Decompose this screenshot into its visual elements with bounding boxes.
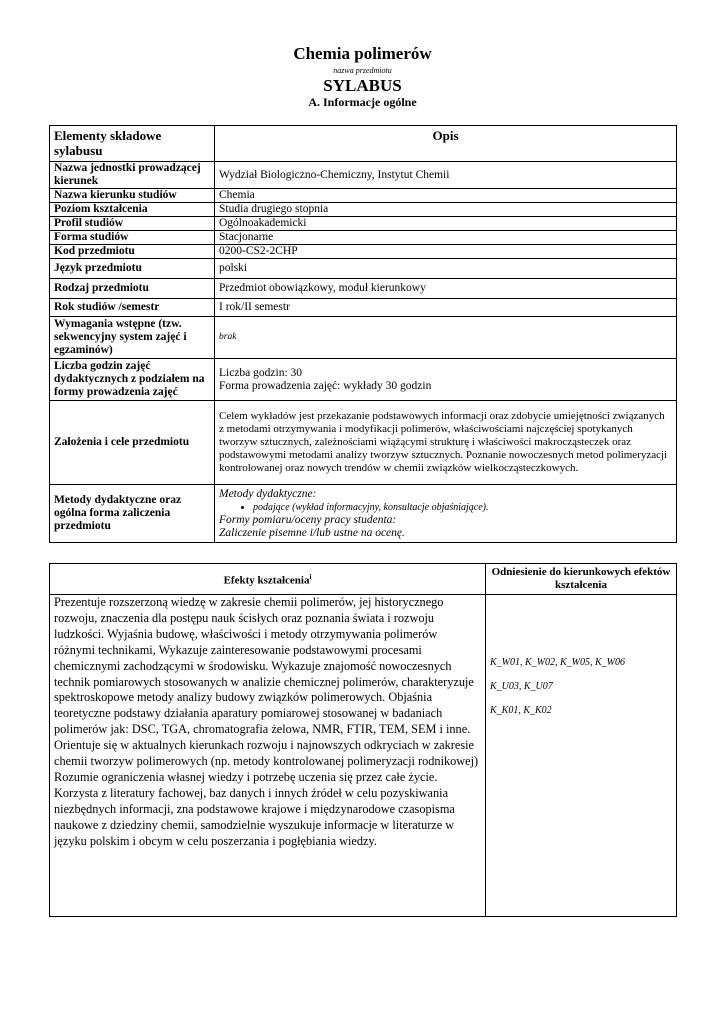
row-label: Nazwa kierunku studiów: [50, 189, 215, 203]
row-value: Celem wykładów jest przekazanie podstawowych informacji oraz zdobycie umiejętności związanych z metodami otrzymywania i modyfikacji polimerów, właściwościami najczęściej spotykanych tworzyw sztucznych, zależnościami wiążącymi strukturę i właściwości makrocząsteczek oraz podstawowymi metodami analizy tworzyw sztucznych. Poznanie nowoczesnych metod polimeryzacji kontrolowanej oraz nowych trendów w chemii związków wielkocząsteczkowych.: [215, 401, 677, 485]
class-form: Forma prowadzenia zajęć: wykłady 30 godzin: [219, 379, 432, 392]
row-value: 0200-CS2-2CHP: [215, 245, 677, 259]
learning-outcomes-table: [49, 563, 677, 917]
row-label: Nazwa jednostki prowadzącej kierunek: [50, 162, 215, 189]
row-value: I rok/II semestr: [215, 299, 677, 317]
column-header-outcomes: Efekty kształcenia$^i$: [50, 564, 486, 595]
row-label: Wymagania wstępne (tzw. sekwencyjny system zajęć i egzaminów): [50, 317, 215, 359]
hours-count: Liczba godzin: 30: [219, 366, 303, 379]
competence-codes: K_K01, K_K02: [490, 705, 552, 716]
assessment-value: Zaliczenie pisemne i/lub ustne na ocenę.: [219, 526, 405, 539]
row-label: Rok studiów /semestr: [50, 299, 215, 317]
table-row: [50, 279, 677, 299]
assessment-label: Formy pomiaru/oceny pracy studenta:: [219, 513, 397, 526]
row-value: Chemia: [215, 189, 677, 203]
table-row: [50, 401, 677, 485]
table-row: [50, 595, 677, 917]
column-header-elements: Elementy składowe sylabusu: [50, 126, 215, 162]
column-header-description: Opis: [215, 126, 677, 162]
table-row: [50, 217, 677, 231]
table-header-row: [50, 564, 677, 595]
knowledge-codes: K_W01, K_W02, K_W05, K_W06: [490, 657, 625, 668]
row-value: brak: [215, 317, 677, 359]
row-value: [215, 359, 677, 401]
general-info-table: [49, 125, 677, 543]
row-label: Liczba godzin zajęć dydaktycznych z podziałem na formy prowadzenia zajęć: [50, 359, 215, 401]
table-row: [50, 485, 677, 543]
table-row: [50, 189, 677, 203]
row-label: Język przedmiotu: [50, 259, 215, 279]
table-row: [50, 231, 677, 245]
methods-list: [219, 501, 672, 514]
row-label: Rodzaj przedmiotu: [50, 279, 215, 299]
table-row: [50, 162, 677, 189]
row-value: Przedmiot obowiązkowy, moduł kierunkowy: [215, 279, 677, 299]
row-label: Poziom kształcenia: [50, 203, 215, 217]
list-item: • podające (wykład informacyjny, konsultacje objaśniające).: [253, 501, 672, 514]
table-row: [50, 203, 677, 217]
table-row: [50, 299, 677, 317]
table-header-row: [50, 126, 677, 162]
row-label: Kod przedmiotu: [50, 245, 215, 259]
row-label: Forma studiów: [50, 231, 215, 245]
row-label: Założenia i cele przedmiotu: [50, 401, 215, 485]
table-row: [50, 359, 677, 401]
row-value: [215, 485, 677, 543]
table-row: [50, 259, 677, 279]
section-title: A. Informacje ogólne: [308, 95, 417, 109]
row-value: Studia drugiego stopnia: [215, 203, 677, 217]
methods-label: Metody dydaktyczne:: [219, 487, 317, 500]
course-title: Chemia polimerów: [293, 44, 432, 63]
course-caption: nazwa przedmiotu: [333, 66, 392, 75]
table-row: [50, 317, 677, 359]
reference-codes: [486, 595, 677, 917]
row-value: Ogólnoakademicki: [215, 217, 677, 231]
row-label: Profil studiów: [50, 217, 215, 231]
table-row: [50, 245, 677, 259]
document-title: SYLABUS: [323, 76, 402, 95]
row-value: Stacjonarne: [215, 231, 677, 245]
row-value: polski: [215, 259, 677, 279]
column-header-reference: Odniesienie do kierunkowych efektów kształcenia: [486, 564, 677, 595]
row-value: Wydział Biologiczno-Chemiczny, Instytut Chemii: [215, 162, 677, 189]
skill-codes: K_U03, K_U07: [490, 681, 553, 692]
learning-outcomes-text: Prezentuje rozszerzoną wiedzę w zakresie chemii polimerów, jej historycznego rozwoju, znaczenia dla postępu nauk ścisłych oraz poznania świata i rozwoju ludzkości. Wyjaśnia budowę, właściwości i metody otrzymywania polimerów różnymi technikami, Wykazuje zainteresowanie podstawowymi procesami chemicznymi zachodzącymi w środowisku. Wykazuje znajomość nowoczesnych technik pomiarowych stosowanych w analizie chemicznej polimerów, charakteryzuje spektroskopowe metody analizy budowy związków polimerowych. Objaśnia teoretyczne podstawy działania aparatury pomiarowej stosowanej w badaniach polimerów jak: DSC, TGA, chromatografia żelowa, NMR, FTIR, TEM, SEM i inne. Orientuje się w aktualnych kierunkach rozwoju i najnowszych odkryciach w zakresie chemii tworzyw polimerowych (np. metody kontrolowanej polimeryzacji rodnikowej) Rozumie ograniczenia własnej wiedzy i potrzebę uczenia się przez całe życie. Korzysta z literatury fachowej, baz danych i innych źródeł w celu pozyskiwania niezbędnych informacji, zna podstawowe krajowe i międzynarodowe czasopisma naukowe z dziedziny chemii, samodzielnie wyszukuje informacje w literaturze w języku polskim i obcym w celu poszerzania i pogłębiania wiedzy.: [50, 595, 486, 917]
row-label: Metody dydaktyczne oraz ogólna forma zaliczenia przedmiotu: [50, 485, 215, 543]
